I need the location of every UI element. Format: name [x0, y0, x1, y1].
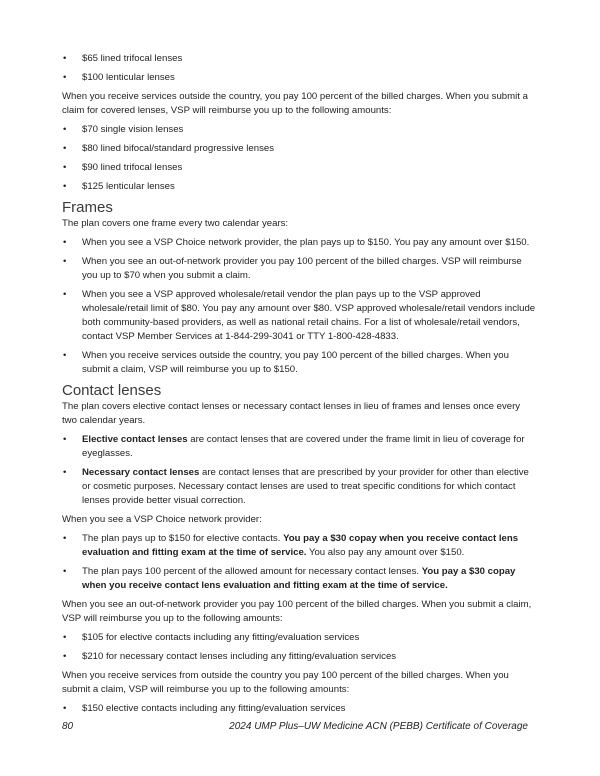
bullet-icon: • — [63, 162, 67, 173]
list-item — [62, 349, 536, 377]
list-item — [62, 702, 536, 716]
list-item — [62, 123, 536, 137]
list-item — [62, 631, 536, 645]
list-item — [62, 161, 536, 175]
bullet-icon: • — [63, 533, 67, 544]
text: The plan pays 100 percent of the allowed amount for necessary contact lenses. — [82, 566, 422, 577]
section-heading-frames: Frames — [62, 199, 113, 216]
bullet-icon: • — [63, 143, 67, 154]
network-list — [62, 532, 536, 593]
bold-text: You pay a $30 copay when you receive contact lens evaluation and fitting exam at the time of service. — [82, 533, 519, 558]
bullet-icon: • — [63, 237, 67, 248]
item-text: $100 lenticular lenses — [82, 72, 175, 83]
bullet-icon: • — [63, 289, 67, 300]
list-item — [62, 236, 536, 250]
section-heading-contact-lenses: Contact lenses — [62, 382, 162, 399]
text: The plan pays up to $150 for elective contacts. — [82, 533, 284, 544]
term: Necessary contact lenses — [82, 467, 200, 478]
list-item — [62, 288, 536, 344]
document-title: 2024 UMP Plus–UW Medicine ACN (PEBB) Certificate of Coverage — [229, 721, 528, 732]
bullet-icon: • — [63, 72, 67, 83]
bullet-icon: • — [63, 566, 67, 577]
definition: are contact lenses that are covered under the frame limit in lieu of coverage for eyeglasses. — [82, 434, 525, 459]
item-text: $125 lenticular lenses — [82, 181, 175, 192]
paragraph: When you receive services from outside the country you pay 100 percent of the billed charges. When you submit a claim, VSP will reimburse you up to the following amounts: — [62, 670, 509, 695]
item-text: $90 lined trifocal lenses — [82, 162, 183, 173]
list-item — [62, 52, 536, 66]
bullet-icon: • — [63, 632, 67, 643]
item-text: When you see an out-of-network provider you pay 100 percent of the billed charges. VSP will reimburse you up to $70 when you submit a claim. — [82, 256, 522, 281]
list-item — [62, 255, 536, 283]
list-item — [62, 71, 536, 85]
item-text: $65 lined trifocal lenses — [82, 53, 183, 64]
bullet-icon: • — [63, 703, 67, 714]
lens-list-continued — [62, 52, 536, 85]
item-text: $210 for necessary contact lenses including any fitting/evaluation services — [82, 651, 397, 662]
item-text: When you receive services outside the country, you pay 100 percent of the billed charges. When you submit a claim, VSP will reimburse you up to $150. — [82, 350, 509, 375]
text: You also pay any amount over $150. — [306, 547, 465, 558]
paragraph: When you receive services outside the country, you pay 100 percent of the billed charges. When you submit a claim for covered lenses, VSP will reimburse you up to the following amounts: — [62, 91, 528, 116]
bullet-icon: • — [63, 467, 67, 478]
page-footer — [62, 721, 528, 732]
bullet-icon: • — [63, 124, 67, 135]
page-number: 80 — [62, 721, 74, 732]
item-text: $70 single vision lenses — [82, 124, 184, 135]
bold-text: You pay a $30 copay when you receive contact lens evaluation and fitting exam at the time of service. — [82, 566, 516, 591]
bullet-icon: • — [63, 434, 67, 445]
item-text: When you see a VSP Choice network provider, the plan pays up to $150. You pay any amount over $150. — [82, 237, 530, 248]
abroad-lens-list — [62, 123, 536, 194]
term: Elective contact lenses — [82, 434, 188, 445]
list-item — [62, 142, 536, 156]
list-item — [62, 532, 536, 560]
list-item — [62, 565, 536, 593]
frames-list — [62, 236, 536, 377]
page-content — [62, 52, 536, 721]
abroad-contacts-list — [62, 702, 536, 716]
list-item — [62, 180, 536, 194]
item-text: $150 elective contacts including any fitting/evaluation services — [82, 703, 346, 714]
bullet-icon: • — [63, 181, 67, 192]
list-item — [62, 433, 536, 461]
contact-definitions — [62, 433, 536, 508]
list-item — [62, 650, 536, 664]
definition: are contact lenses that are prescribed by your provider for other than elective or cosmetic purposes. Necessary contact lenses are used to treat specific conditions for which contact lenses provide better visual correction. — [82, 467, 529, 506]
bullet-icon: • — [63, 651, 67, 662]
bullet-icon: • — [63, 350, 67, 361]
bullet-icon: • — [63, 53, 67, 64]
item-text: When you see a VSP approved wholesale/retail vendor the plan pays up to the VSP approved wholesale/retail limit of $80. You pay any amount over $80. VSP approved wholesale/retail vendors include both community-based providers, as well as national retail chains. For a list of wholesale/retail vendors, contact VSP Member Services at 1-844-299-3041 or TTY 1-800-428-4833. — [82, 289, 536, 342]
item-text: $80 lined bifocal/standard progressive lenses — [82, 143, 274, 154]
paragraph: The plan covers one frame every two calendar years: — [62, 218, 289, 229]
paragraph: When you see an out-of-network provider you pay 100 percent of the billed charges. When you submit a claim, VSP will reimburse you up to the following amounts: — [62, 599, 532, 624]
out-of-network-list — [62, 631, 536, 664]
item-text: $105 for elective contacts including any fitting/evaluation services — [82, 632, 360, 643]
list-item — [62, 466, 536, 508]
paragraph: When you see a VSP Choice network provider: — [62, 514, 262, 525]
bullet-icon: • — [63, 256, 67, 267]
paragraph: The plan covers elective contact lenses or necessary contact lenses in lieu of frames and lenses once every two calendar years. — [62, 401, 521, 426]
